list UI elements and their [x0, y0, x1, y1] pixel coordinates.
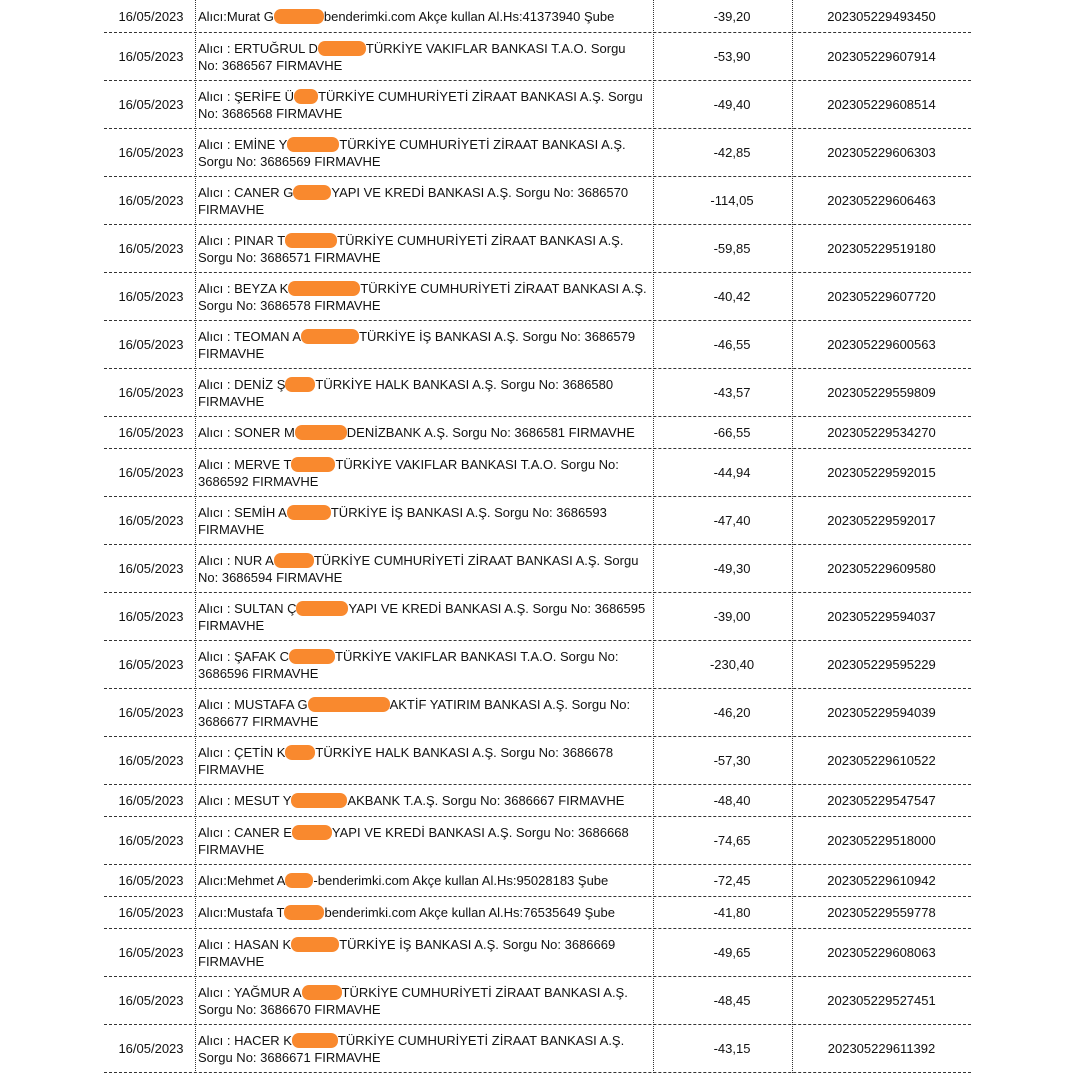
transaction-date: 16/05/2023: [118, 97, 184, 112]
recipient-prefix: Alıcı : DENİZ Ş: [198, 376, 286, 392]
description-text: TÜRKİYE CUMHURİYETİ ZİRAAT BANKASI A.Ş. Sorgu No: 3686670 FIRMAVHE: [198, 984, 628, 1017]
transaction-amount: -49,65: [713, 945, 751, 960]
table-row: [104, 689, 971, 737]
recipient-prefix: Alıcı : EMİNE Y: [198, 136, 288, 152]
transaction-date: 16/05/2023: [118, 561, 184, 576]
table-row: [104, 865, 971, 897]
transaction-amount: -57,30: [713, 753, 751, 768]
recipient-prefix: Alıcı : HASAN K: [198, 936, 292, 952]
redaction-mark: [284, 905, 324, 920]
table-row: [104, 33, 971, 81]
transaction-amount: -48,40: [713, 793, 751, 808]
redaction-mark: [274, 9, 324, 24]
redaction-mark: [274, 553, 314, 568]
table-row: [104, 321, 971, 369]
recipient-prefix: Alıcı : ŞERİFE Ü: [198, 88, 295, 104]
redaction-mark: [291, 793, 347, 808]
transaction-date: 16/05/2023: [118, 705, 184, 720]
transaction-amount: -72,45: [713, 873, 751, 888]
transaction-reference: 202305229534270: [827, 425, 936, 440]
description-text: TÜRKİYE HALK BANKASI A.Ş. Sorgu No: 3686678 FIRMAVHE: [198, 744, 614, 777]
transaction-description: [196, 376, 654, 410]
table-row: [104, 449, 971, 497]
redaction-mark: [291, 937, 339, 952]
transaction-amount: -41,80: [713, 905, 751, 920]
recipient-prefix: Alıcı : SONER M: [198, 425, 295, 440]
transaction-description: [196, 648, 654, 682]
transaction-description: [196, 904, 654, 921]
table-row: [104, 177, 971, 225]
transaction-date: 16/05/2023: [118, 609, 184, 624]
description-text: YAPI VE KREDİ BANKASI A.Ş. Sorgu No: 3686668 FIRMAVHE: [198, 824, 629, 857]
recipient-prefix: Alıcı : MUSTAFA G: [198, 696, 308, 712]
transaction-date: 16/05/2023: [118, 993, 184, 1008]
transaction-description: [196, 504, 654, 538]
transaction-amount: -43,57: [713, 385, 751, 400]
transaction-description: [196, 8, 654, 25]
recipient-prefix: Alıcı : HACER K: [198, 1032, 292, 1048]
transaction-reference: 202305229608514: [827, 97, 936, 112]
description-text: TÜRKİYE CUMHURİYETİ ZİRAAT BANKASI A.Ş. Sorgu No: 3686594 FIRMAVHE: [198, 552, 639, 585]
table-row: [104, 785, 971, 817]
transaction-amount: -40,42: [713, 289, 751, 304]
recipient-prefix: Alıcı : BEYZA K: [198, 280, 289, 296]
recipient-prefix: Alıcı : CANER E: [198, 824, 292, 840]
transaction-date: 16/05/2023: [118, 905, 184, 920]
transaction-description: [196, 1032, 654, 1066]
transaction-description: [196, 456, 654, 490]
redaction-mark: [285, 233, 337, 248]
transaction-reference: 202305229595229: [827, 657, 936, 672]
transaction-description: [196, 328, 654, 362]
transaction-reference: 202305229609580: [827, 561, 936, 576]
transaction-date: 16/05/2023: [118, 385, 184, 400]
transaction-amount: -53,90: [713, 49, 751, 64]
transaction-reference: 202305229607720: [827, 289, 936, 304]
table-row: [104, 1025, 971, 1073]
transaction-description: [196, 744, 654, 778]
transaction-amount: -39,00: [713, 609, 751, 624]
transaction-description: [196, 184, 654, 218]
redaction-mark: [285, 377, 315, 392]
table-row: [104, 641, 971, 689]
recipient-prefix: Alıcı : MESUT Y: [198, 793, 292, 808]
description-text: YAPI VE KREDİ BANKASI A.Ş. Sorgu No: 3686570 FIRMAVHE: [198, 184, 629, 217]
recipient-prefix: Alıcı : ERTUĞRUL D: [198, 40, 318, 56]
table-row: [104, 497, 971, 545]
description-text: TÜRKİYE HALK BANKASI A.Ş. Sorgu No: 3686580 FIRMAVHE: [198, 376, 614, 409]
transaction-reference: 202305229607914: [827, 49, 936, 64]
redaction-mark: [292, 825, 332, 840]
transaction-date: 16/05/2023: [118, 513, 184, 528]
transaction-date: 16/05/2023: [118, 1041, 184, 1056]
description-text: YAPI VE KREDİ BANKASI A.Ş. Sorgu No: 3686595 FIRMAVHE: [198, 600, 646, 633]
transaction-date: 16/05/2023: [118, 793, 184, 808]
transaction-reference: 202305229610522: [827, 753, 936, 768]
recipient-prefix: Alıcı : ŞAFAK C: [198, 648, 290, 664]
transaction-amount: -59,85: [713, 241, 751, 256]
transaction-reference: 202305229559778: [827, 905, 936, 920]
transaction-description: [196, 600, 654, 634]
redaction-mark: [288, 281, 360, 296]
recipient-prefix: Alıcı : ÇETİN K: [198, 744, 286, 760]
description-text: TÜRKİYE İŞ BANKASI A.Ş. Sorgu No: 3686593 FIRMAVHE: [198, 504, 607, 537]
transaction-amount: -42,85: [713, 145, 751, 160]
redaction-mark: [287, 505, 331, 520]
table-row: [104, 817, 971, 865]
transaction-reference: 202305229519180: [827, 241, 936, 256]
recipient-prefix: Alıcı : NUR A: [198, 552, 274, 568]
redaction-mark: [292, 1033, 338, 1048]
transaction-amount: -46,20: [713, 705, 751, 720]
transaction-amount: -66,55: [713, 425, 751, 440]
transaction-amount: -114,05: [710, 193, 754, 208]
description-text: TÜRKİYE İŞ BANKASI A.Ş. Sorgu No: 3686669 FIRMAVHE: [198, 936, 616, 969]
transaction-description: [196, 88, 654, 122]
transaction-reference: 202305229493450: [827, 8, 936, 24]
transaction-description: [196, 552, 654, 586]
table-row: [104, 273, 971, 321]
transaction-date: 16/05/2023: [118, 873, 184, 888]
transaction-reference: 202305229606303: [827, 145, 936, 160]
transaction-description: [196, 936, 654, 970]
recipient-prefix: Alıcı : YAĞMUR A: [198, 984, 302, 1000]
description-text: TÜRKİYE CUMHURİYETİ ZİRAAT BANKASI A.Ş. Sorgu No: 3686569 FIRMAVHE: [198, 136, 626, 169]
redaction-mark: [308, 697, 390, 712]
recipient-prefix: Alıcı:Mehmet A: [198, 873, 286, 888]
transaction-description: [196, 424, 654, 441]
redaction-mark: [296, 601, 348, 616]
redaction-mark: [285, 745, 315, 760]
transaction-description: [196, 872, 654, 889]
recipient-prefix: Alıcı : SEMİH A: [198, 504, 287, 520]
transaction-amount: -48,45: [713, 993, 751, 1008]
description-text: TÜRKİYE CUMHURİYETİ ZİRAAT BANKASI A.Ş. Sorgu No: 3686571 FIRMAVHE: [198, 232, 624, 265]
recipient-prefix: Alıcı : SULTAN Ç: [198, 600, 297, 616]
table-row: [104, 417, 971, 449]
transaction-amount: -230,40: [709, 657, 755, 672]
recipient-prefix: Alıcı:Murat G: [198, 8, 274, 24]
transaction-description: [196, 280, 654, 314]
description-text: TÜRKİYE VAKIFLAR BANKASI T.A.O. Sorgu No: 3686567 FIRMAVHE: [198, 40, 626, 73]
transaction-date: 16/05/2023: [118, 8, 184, 24]
transaction-reference: 202305229527451: [827, 993, 936, 1008]
transaction-reference: 202305229611392: [827, 1041, 936, 1056]
table-row: [104, 225, 971, 273]
transaction-description: [196, 136, 654, 170]
recipient-prefix: Alıcı : TEOMAN A: [198, 328, 302, 344]
transaction-description: [196, 40, 654, 74]
transaction-date: 16/05/2023: [118, 657, 184, 672]
transaction-description: [196, 824, 654, 858]
transaction-amount: -44,94: [713, 465, 751, 480]
transaction-reference: 202305229559809: [827, 385, 936, 400]
transaction-date: 16/05/2023: [118, 425, 184, 440]
redaction-mark: [294, 89, 318, 104]
transaction-date: 16/05/2023: [118, 289, 184, 304]
description-text: TÜRKİYE İŞ BANKASI A.Ş. Sorgu No: 3686579 FIRMAVHE: [198, 328, 636, 361]
description-text: AKBANK T.A.Ş. Sorgu No: 3686667 FIRMAVHE: [347, 793, 625, 808]
transaction-amount: -39,20: [713, 8, 751, 24]
transaction-date: 16/05/2023: [118, 337, 184, 352]
description-text: TÜRKİYE CUMHURİYETİ ZİRAAT BANKASI A.Ş. Sorgu No: 3686568 FIRMAVHE: [198, 88, 643, 121]
table-row: [104, 81, 971, 129]
transaction-amount: -43,15: [713, 1041, 751, 1056]
description-text: AKTİF YATIRIM BANKASI A.Ş. Sorgu No: 3686677 FIRMAVHE: [198, 696, 631, 729]
table-row: [104, 129, 971, 177]
transaction-reference: 202305229594039: [827, 705, 936, 720]
recipient-prefix: Alıcı:Mustafa T: [198, 905, 285, 920]
redaction-mark: [301, 329, 359, 344]
transaction-reference: 202305229592017: [827, 513, 936, 528]
redaction-mark: [318, 41, 366, 56]
recipient-prefix: Alıcı : MERVE T: [198, 456, 292, 472]
table-row: [104, 545, 971, 593]
transaction-description: [196, 792, 654, 809]
description-text: TÜRKİYE CUMHURİYETİ ZİRAAT BANKASI A.Ş. Sorgu No: 3686671 FIRMAVHE: [198, 1032, 625, 1065]
transaction-reference: 202305229600563: [827, 337, 936, 352]
transaction-reference: 202305229518000: [827, 833, 936, 848]
redaction-mark: [287, 137, 339, 152]
description-text: DENİZBANK A.Ş. Sorgu No: 3686581 FIRMAVHE: [346, 425, 635, 440]
transaction-description: [196, 984, 654, 1018]
description-text: benderimki.com Akçe kullan Al.Hs:76535649 Şube: [324, 905, 615, 920]
transaction-reference: 202305229610942: [827, 873, 936, 888]
redaction-mark: [291, 457, 335, 472]
description-text: benderimki.com Akçe kullan Al.Hs:41373940 Şube: [323, 8, 615, 24]
transaction-description: [196, 696, 654, 730]
transaction-description: [196, 232, 654, 266]
transaction-date: 16/05/2023: [118, 145, 184, 160]
transaction-date: 16/05/2023: [118, 945, 184, 960]
description-text: TÜRKİYE CUMHURİYETİ ZİRAAT BANKASI A.Ş. Sorgu No: 3686578 FIRMAVHE: [198, 280, 647, 313]
description-text: TÜRKİYE VAKIFLAR BANKASI T.A.O. Sorgu No: 3686592 FIRMAVHE: [198, 456, 619, 489]
redaction-mark: [302, 985, 342, 1000]
transaction-date: 16/05/2023: [118, 193, 184, 208]
redaction-mark: [289, 649, 335, 664]
transaction-amount: -74,65: [713, 833, 751, 848]
table-row: [104, 929, 971, 977]
table-row: [104, 737, 971, 785]
transaction-reference: 202305229608063: [827, 945, 936, 960]
transaction-amount: -49,40: [713, 97, 751, 112]
transaction-reference: 202305229594037: [827, 609, 936, 624]
transaction-amount: -47,40: [713, 513, 751, 528]
transaction-date: 16/05/2023: [118, 833, 184, 848]
transaction-date: 16/05/2023: [118, 465, 184, 480]
transaction-date: 16/05/2023: [118, 49, 184, 64]
transaction-rows: [104, 0, 971, 1073]
recipient-prefix: Alıcı : PINAR T: [198, 232, 286, 248]
transaction-amount: -49,30: [713, 561, 751, 576]
table-row: [104, 369, 971, 417]
table-row: [104, 977, 971, 1025]
table-row: [104, 593, 971, 641]
transaction-table: [104, 0, 971, 1073]
description-text: TÜRKİYE VAKIFLAR BANKASI T.A.O. Sorgu No: 3686596 FIRMAVHE: [198, 648, 619, 681]
transaction-amount: -46,55: [713, 337, 751, 352]
table-row: [104, 897, 971, 929]
transaction-reference: 202305229592015: [827, 465, 936, 480]
transaction-reference: 202305229606463: [827, 193, 936, 208]
description-text: -benderimki.com Akçe kullan Al.Hs:95028183 Şube: [313, 873, 609, 888]
redaction-mark: [285, 873, 313, 888]
transaction-reference: 202305229547547: [827, 793, 936, 808]
table-row: [104, 0, 971, 33]
transaction-date: 16/05/2023: [118, 241, 184, 256]
redaction-mark: [293, 185, 331, 200]
transaction-date: 16/05/2023: [118, 753, 184, 768]
recipient-prefix: Alıcı : CANER G: [198, 184, 294, 200]
redaction-mark: [295, 425, 347, 440]
